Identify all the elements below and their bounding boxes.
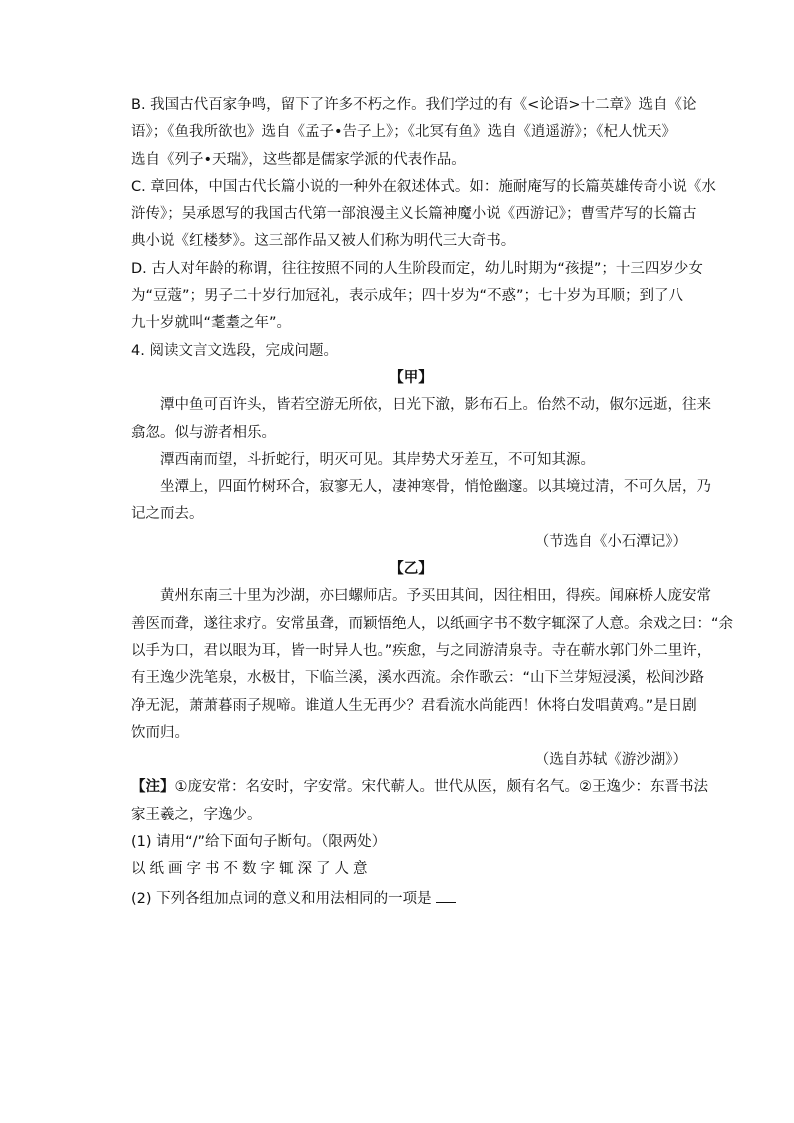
passage-jia-line: 翕忽。似与游者相乐。 — [131, 424, 276, 441]
passage-yi-line: 有王逸少洗笔泉，水极甘，下临兰溪，溪水西流。余作歌云：“山下兰芽短浸溪，松间沙路 — [131, 670, 705, 687]
answer-blank[interactable] — [436, 884, 456, 903]
annotation-note — [131, 774, 708, 829]
option-c-line: C. 章回体，中国古代长篇小说的一种外在叙述体式。如：施耐庵写的长篇英雄传奇小说《水 — [131, 178, 716, 195]
passage-yi-source: （选自苏轼《游沙湖》） — [534, 752, 687, 769]
option-b-line: 语》；《鱼我所欲也》选自《孟子•告子上》；《北冥有鱼》选自《逍遥游》；《杞人忧天》 — [131, 124, 677, 141]
passage-jia-line: 潭西南而望，斗折蛇行，明灭可见。其岸势犬牙差互，不可知其源。 — [160, 451, 595, 468]
passage-jia-line: 坐潭上，四面竹树环合，寂寥无人，凄神寒骨，悄怆幽邃。以其境过清，不可久居，乃 — [160, 479, 711, 496]
note-line: 家王羲之，字逸少。 — [131, 806, 262, 823]
passage-jia-source: （节选自《小石潭记》） — [534, 533, 687, 550]
option-d-line: D. 古人对年龄的称谓，往往按照不同的人生阶段而定，幼儿时期为“孩提”；十三四岁少女 — [131, 260, 703, 277]
document-page — [131, 92, 734, 911]
passage-yi-heading: 【乙】 — [389, 561, 433, 578]
sub-question-1-sentence: 以纸画字书不数字辄深了人意 — [131, 861, 372, 878]
passage-jia — [131, 365, 711, 556]
passage-yi-line: 善医而聋，遂往求疗。安常虽聋，而颖悟绝人，以纸画字书不数字辄深了人意。余戏之曰：“余 — [131, 615, 734, 632]
note-tag: 【注】 — [131, 779, 175, 796]
passage-yi — [131, 556, 734, 774]
option-c-line: 浒传》；吴承恩写的我国古代第一部浪漫主义长篇神魔小说《西游记》；曹雪芹写的长篇古 — [131, 206, 697, 223]
sub-question-2-prompt: (2) 下列各组加点词的意义和用法相同的一项是 — [131, 890, 432, 907]
option-d-line: 为“豆蔻”；男子二十岁行加冠礼，表示成年；四十岁为“不惑”；七十岁为耳顺；到了八 — [131, 288, 684, 305]
sub-question-2 — [131, 884, 691, 911]
passage-yi-line: 以手为口，君以眼为耳，皆一时异人也。”疾愈，与之同游清泉寺。寺在蕲水郭门外二里许， — [131, 642, 712, 659]
sub-question-1-prompt: (1) 请用“/”给下面句子断句。（限两处） — [131, 834, 387, 851]
option-b-line: B. 我国古代百家争鸣，留下了许多不朽之作。我们学过的有《<论语>十二章》选自《论 — [131, 97, 697, 113]
passage-yi-line: 净无泥，萧萧暮雨子规啼。谁道人生无再少？君看流水尚能西！休将白发唱黄鸡。”是日剧 — [131, 697, 697, 714]
passage-yi-line: 饮而归。 — [131, 724, 189, 741]
question-4-prompt: 4. 阅读文言文选段，完成问题。 — [131, 342, 338, 359]
note-text: ①庞安常：名安时，字安常。宋代蕲人。世代从医，颇有名气。②王逸少：东晋书法 — [174, 779, 708, 796]
option-c — [131, 174, 716, 256]
option-b-line: 选自《列子•天瑞》，这些都是儒家学派的代表作品。 — [131, 151, 466, 168]
note-line — [131, 774, 708, 801]
option-d-line: 九十岁就叫“耄耋之年”。 — [131, 315, 292, 332]
option-c-line: 典小说《红楼梦》。这三部作品又被人们称为明代三大奇书。 — [131, 233, 516, 250]
passage-jia-line: 记之而去。 — [131, 506, 204, 523]
passage-yi-line: 黄州东南三十里为沙湖，亦曰螺师店。予买田其间，因往相田，得疾。闻麻桥人庞安常 — [160, 588, 711, 605]
passage-jia-line: 潭中鱼可百许头，皆若空游无所依，日光下澈，影布石上。佁然不动，俶尔远逝，往来 — [160, 397, 711, 414]
sub-questions — [131, 829, 691, 911]
passage-jia-heading: 【甲】 — [389, 369, 433, 386]
option-d — [131, 256, 703, 338]
option-b — [131, 92, 697, 174]
